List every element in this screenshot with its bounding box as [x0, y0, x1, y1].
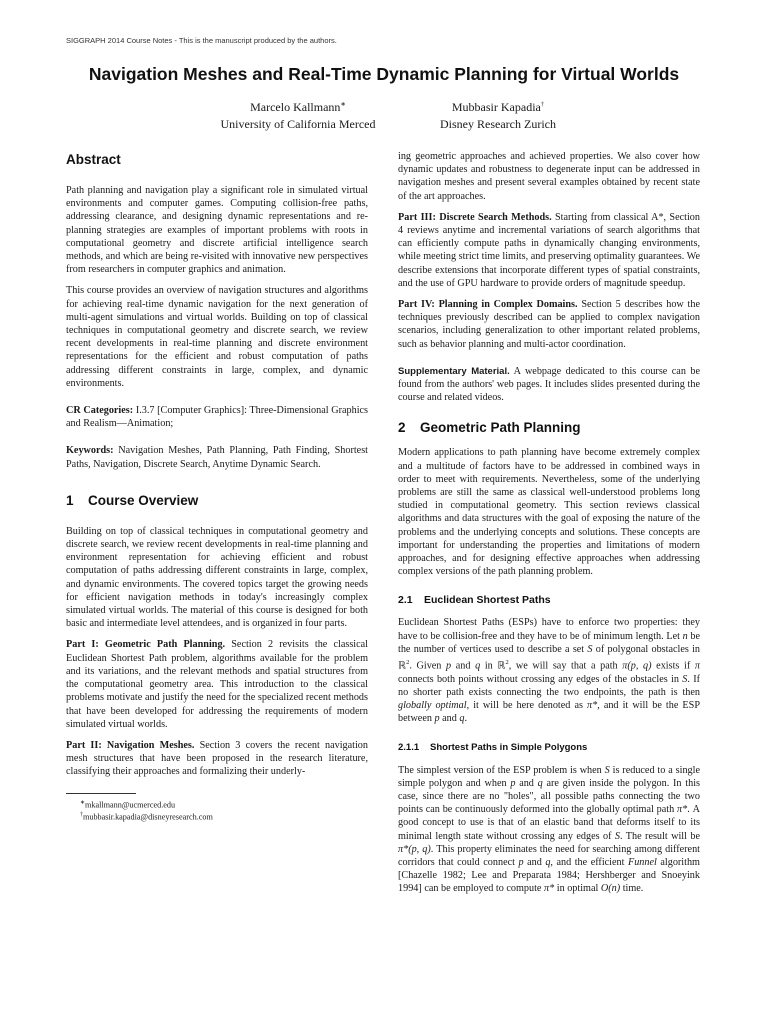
part-1-paragraph: Part I: Geometric Path Planning. Section 2 revisits the classical Euclidean Shortest Path problem, algorithms available for the problem and its variations, and the relevant methods and spatial structures from the computational geometry area. This introduction to the classical problems motivate and justify the need for the specialized recent methods that have been developed for addressing the requirements of modern simulated virtual worlds.	[66, 639, 368, 730]
part-4-paragraph: Part IV: Planning in Complex Domains. Section 5 describes how the techniques previously described can be applied to complex navigation scenarios, including generalization to other important related problems, such as behavior planning and multi-actor coordination.	[398, 299, 701, 350]
footnote-1: ∗mkallmann@ucmerced.edu	[80, 799, 176, 810]
section-2-paragraph-1: Modern applications to path planning have become extremely complex and a multitude of factors have to be addressed in combined ways in order to meet with requirements. Nevertheless, some of the underlying problems are still the same as classical well-understood problems long studied in computational geometry. This section reviews classical algorithms and data structures with the goal of exposing the nature of the problems and the underlying concepts and solutions. These concepts are important for understanding the properties and limitations of modern approaches, and for designing effective approaches when addressing complex versions of the path planning problem.	[398, 447, 700, 578]
left-column	[66, 150, 368, 823]
section-2-1-1-heading: 2.1.1 Shortest Paths in Simple Polygons	[398, 741, 588, 753]
right-continuation-paragraph: ing geometric approaches and achieved properties. We also cover how dynamic updates and robustness to degenerate input can be addressed in navigation meshes and present several examples obtained by recent state of the art approaches.	[398, 151, 700, 202]
section-2-1-heading: 2.1 Euclidean Shortest Paths	[398, 594, 551, 607]
author-1-name: Marcelo Kallmann∗	[250, 100, 346, 114]
cr-categories: CR Categories: I.3.7 [Computer Graphics]: Three-Dimensional Graphics and Realism—Animation;	[66, 405, 369, 430]
abstract-paragraph-1: Path planning and navigation play a significant role in simulated virtual environments and computer games. Computing collision-free paths, addressing clearance, and designing dynamic representations and re-planning strategies are examples of important problems with roots in computational geometry and discrete artificial intelligence search methods, and which are being re-visited with innovative new perspectives from researchers in computer graphics and animation.	[66, 185, 368, 276]
right-column	[398, 150, 700, 896]
section-2-1-paragraph: Euclidean Shortest Paths (ESPs) have to enforce two properties: they have to be collision-free and they have to be of minimum length. Let n be the number of vertices used to describe a set S of polygonal obstacles in ℝ$^2$. Given p and q in ℝ$^2$, we will say that a path π(p, q) exists if π connects both points without crossing any edges of the obstacles in S. If no shorter path exists connecting the two endpoints, the path is then globally optimal, it will be here denoted as π*, and it will be the ESP between p and q.	[398, 617, 700, 725]
footnote-2: †mubbasir.kapadia@disneyresearch.com	[80, 812, 213, 822]
author-1-affiliation: University of California Merced	[220, 117, 376, 131]
section-1-paragraph-1: Building on top of classical techniques in computational geometry and discrete search, we review recent developments in real-time planning and environment representation for achieving efficient and robust computation of paths addressing different constraints in large, complex, and dynamic environments. The covered topics target the growing needs for efficient navigation methods in today's increasingly complex simulated virtual worlds. The material of this course is designed for both basic and intermediate level attendees, and is organized in four parts.	[66, 525, 368, 630]
header-note: SIGGRAPH 2014 Course Notes - This is the manuscript produced by the authors.	[66, 36, 337, 45]
keywords: Keywords: Navigation Meshes, Path Planning, Path Finding, Shortest Paths, Navigation, Discrete Search, Anytime Dynamic Search.	[66, 445, 369, 470]
part-3-paragraph: Part III: Discrete Search Methods. Starting from classical A*, Section 4 reviews anytime and incremental variations of search algorithms that can efficiently compute paths in dynamically changing environments, while meeting strict time limits, and preserving optimality guarantees. We describe extensions that incorporate different types of spatial constraints, and the use of GPU hardware to provide orders of magnitude speedup.	[398, 211, 700, 289]
abstract-paragraph-2: This course provides an overview of navigation structures and algorithms for achieving real-time dynamic navigation for the next generation of multi-agent simulations and virtual worlds. Building on top of classical techniques in computational geometry and discrete search, we review recent developments in real-time planning and discrete environment representations for the efficient and robust computation of paths addressing different constraints in large, complex, and dynamic environments.	[66, 285, 368, 389]
section-2-1-1-paragraph: The simplest version of the ESP problem is when S is reduced to a single simple polygon and when p and q are given inside the polygon. In this case, since there are no "holes", all possible paths connecting the two points can be continuously deformed into the globally optimal path π*. A good concept to use is that of an elastic band that deforms itself to its minimal length state without crossing any edges of S. The result will be π*(p, q). This property eliminates the need for searching among different corridors that could connect p and q, and the efficient Funnel algorithm [Chazelle 1982; Lee and Preparata 1984; Hershberger and Snoeyink 1994] can be employed to compute π* in optimal O(n) time.	[398, 764, 701, 895]
section-2-heading: 2 Geometric Path Planning	[398, 420, 581, 436]
author-2	[398, 96, 598, 133]
part-2-paragraph: Part II: Navigation Meshes. Section 3 covers the recent navigation mesh structures that have been proposed in the research literature, classifying their approaches and formalizing their underly-	[66, 739, 368, 778]
supplementary-material-paragraph: Supplementary Material. A webpage dedicated to this course can be found from the authors' web pages. It includes slides presented during the course and related videos.	[398, 365, 701, 404]
author-2-name: Mubbasir Kapadia†	[451, 100, 545, 114]
footnote-rule	[66, 793, 136, 794]
author-2-affiliation: Disney Research Zurich	[440, 117, 556, 131]
section-1-heading: 1 Course Overview	[66, 492, 199, 508]
abstract-heading: Abstract	[66, 152, 121, 167]
author-1	[198, 96, 398, 133]
paper-title: Navigation Meshes and Real-Time Dynamic Planning for Virtual Worlds	[88, 64, 680, 84]
